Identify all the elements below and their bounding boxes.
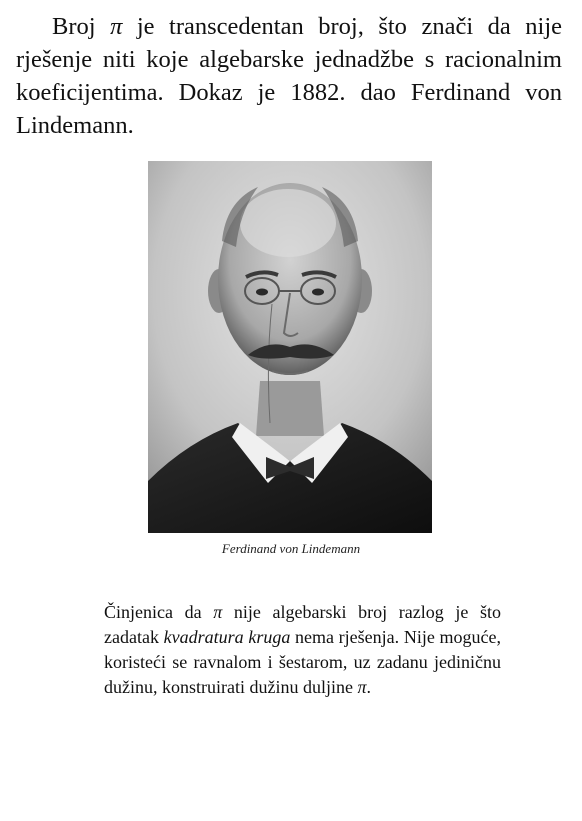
para2-text-end: . xyxy=(366,677,371,697)
pi-symbol: π xyxy=(357,677,367,697)
intro-text-start: Broj xyxy=(52,13,111,40)
figure-caption: Ferdinand von Lindemann xyxy=(221,541,361,556)
pi-symbol: π xyxy=(213,602,223,622)
para2-text-rest: nema rješenja. Nije moguće, koristeći se ravnalom i šestarom, uz zadanu jediničnu dužinu, konstruirati dužinu duljine xyxy=(104,627,501,697)
pi-symbol: π xyxy=(110,13,123,40)
squaring-circle-paragraph xyxy=(104,600,501,700)
squaring-circle-term: kvadratura kruga xyxy=(163,627,291,647)
portrait-photo-icon xyxy=(148,161,432,533)
para2-text-start: Činjenica da xyxy=(104,602,214,622)
intro-text-rest: je transcedentan broj, što znači da nije rješenje niti koje algebarske jednadžbe s racionalnim koeficijentima. Dokaz je 1882. dao Ferdinand von Lindemann. xyxy=(16,13,562,139)
para2-text-mid: nije algebarski broj razlog je što zadatak xyxy=(104,602,501,647)
lindemann-portrait xyxy=(148,161,432,533)
intro-paragraph xyxy=(16,10,562,142)
